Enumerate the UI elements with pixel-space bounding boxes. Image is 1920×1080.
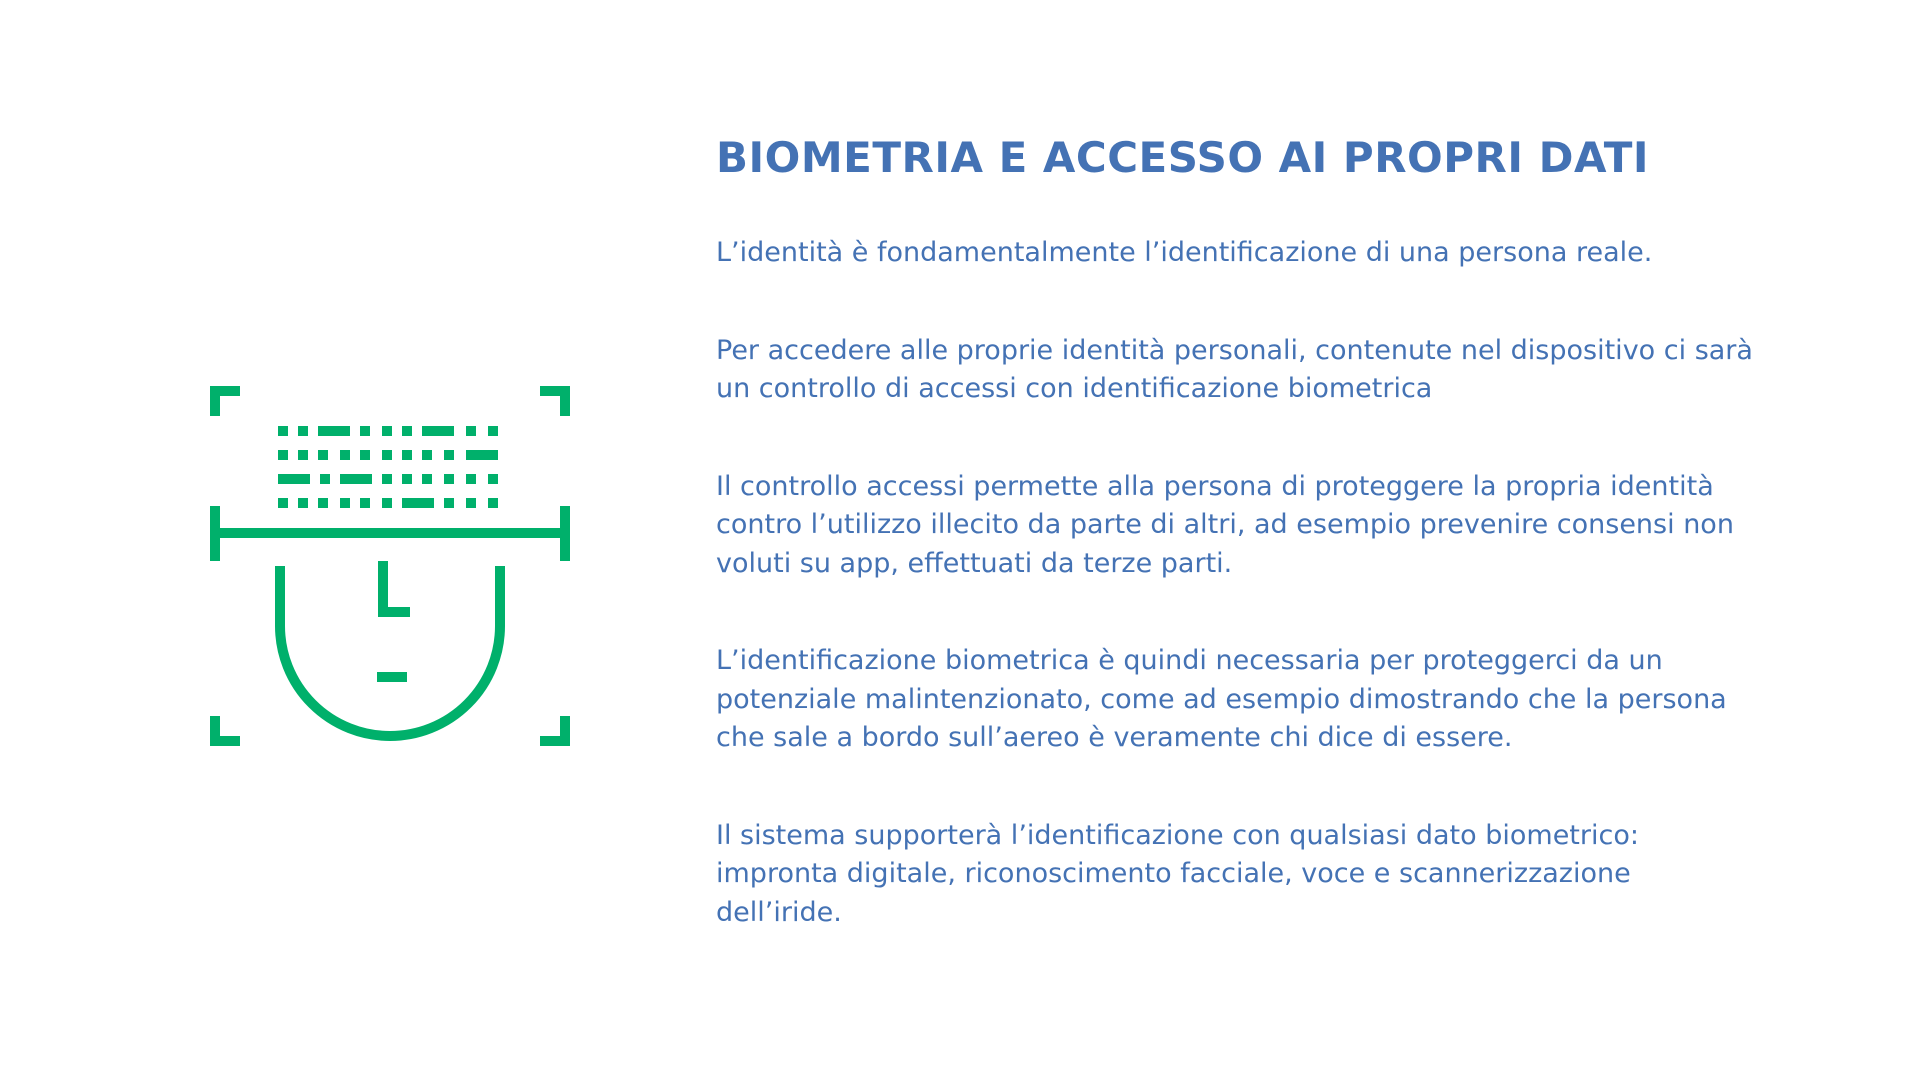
paragraph-identity: L’identità è fondamentalmente l’identificazione di una persona reale. xyxy=(716,237,1653,268)
paragraph-access-control: Il controllo accessi permette alla persona di proteggere la propria identità contro l’utilizzo illecito da parte di altri, ad esempio prevenire consensi non voluti su app, effettuati da terze parti. xyxy=(716,470,1734,579)
face-scan-icon xyxy=(210,386,570,746)
paragraph-system-support: Il sistema supporterà l’identificazione con qualsiasi dato biometrico: impronta digitale, riconoscimento facciale, voce e scannerizzazione dell’iride. xyxy=(716,819,1639,928)
text-content xyxy=(716,130,1756,932)
paragraph-access: Per accedere alle proprie identità personali, contenute nel dispositivo ci sarà un controllo di accessi con identificazione biometrica xyxy=(716,334,1753,404)
slide-title: BIOMETRIA E ACCESSO AI PROPRI DATI xyxy=(716,133,1650,182)
paragraph-biometric-need: L’identificazione biometrica è quindi necessaria per proteggerci da un potenziale malintenzionato, come ad esempio dimostrando che la persona che sale a bordo sull’aereo è veramente chi dice di essere. xyxy=(716,645,1727,753)
